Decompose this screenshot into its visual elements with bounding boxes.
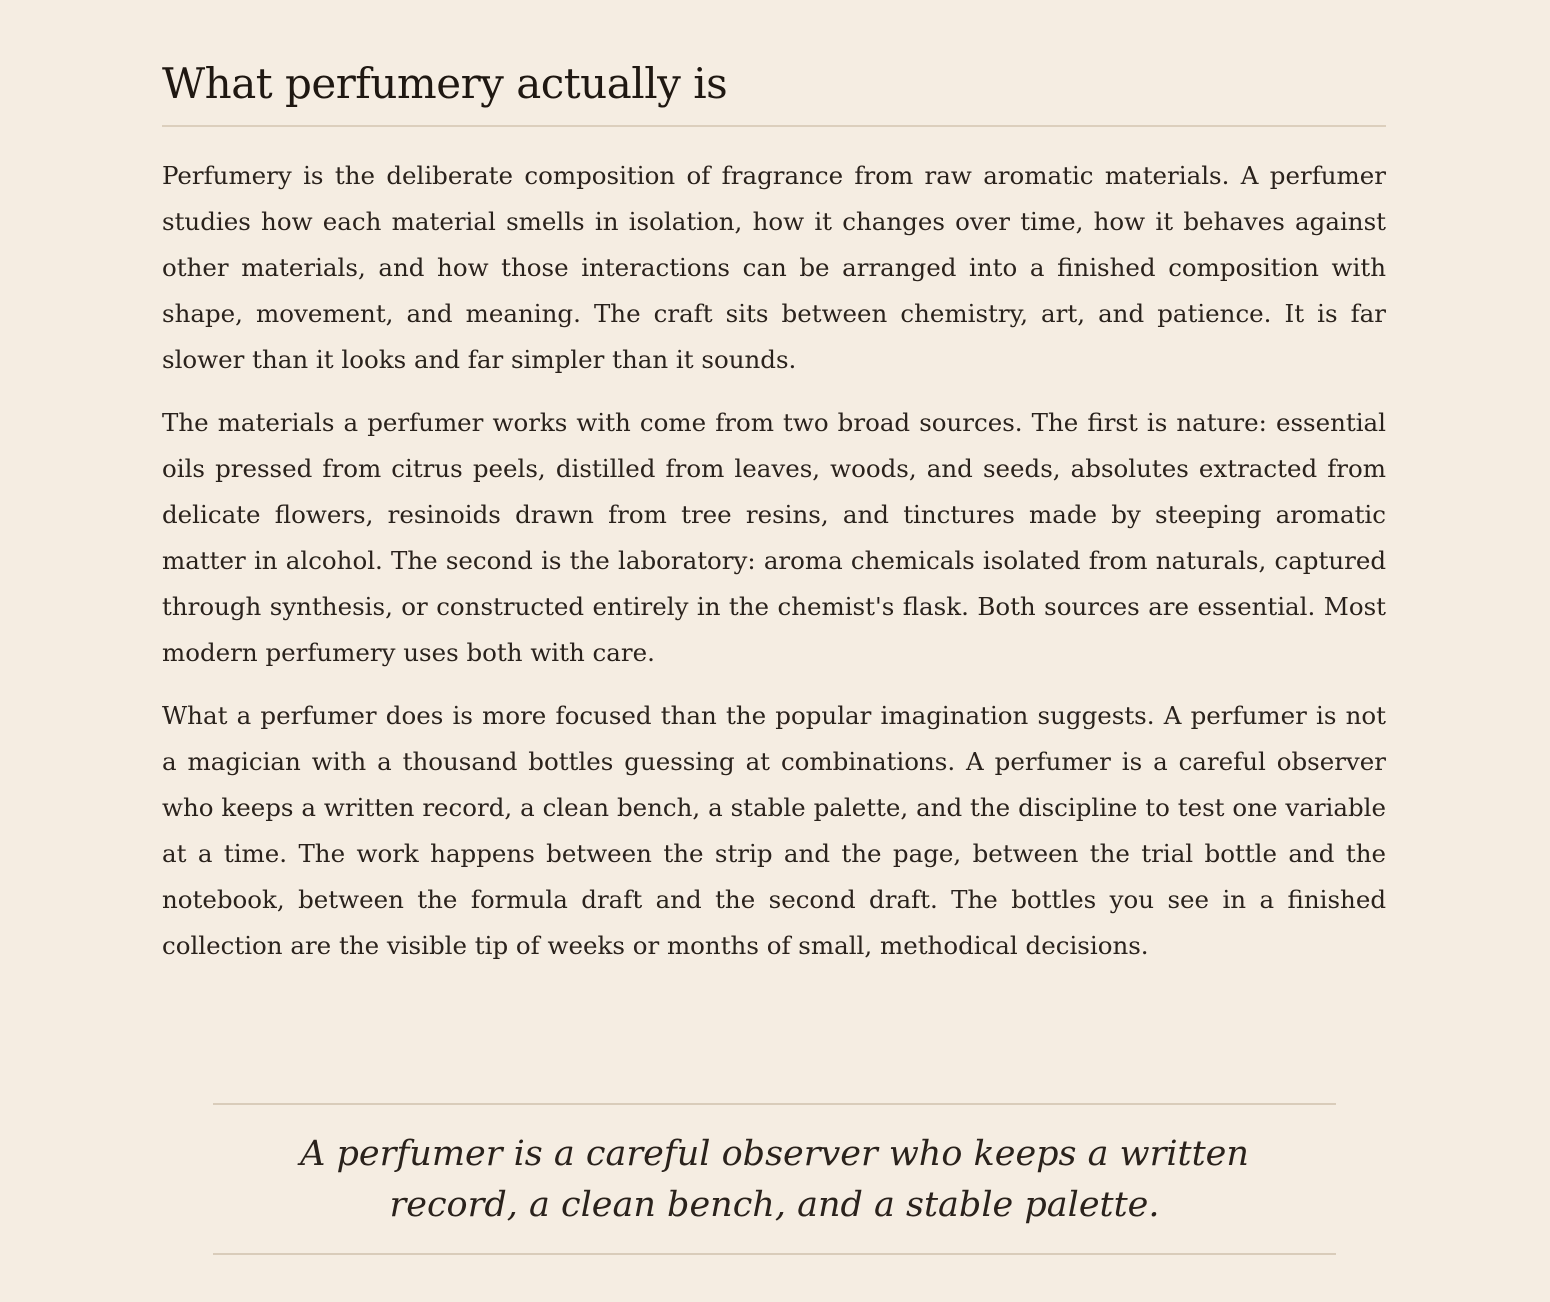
article [162,58,1386,986]
paragraph-3: What a perfumer does is more focused than the popular imagination suggests. A perfumer is not a magician with a thousand bottles guessing at combinations. A perfumer is a careful observer who keeps a written record, a clean bench, a stable palette, and the discipline to test one variable at a time. The work happens between the strip and the page, between the trial bottle and the notebook, between the formula draft and the second draft. The bottles you see in a finished collection are the visible tip of weeks or months of small, methodical decisions. [162,700,1386,960]
pull-quote [213,1103,1336,1255]
article-title: What perfumery actually is [162,58,1386,127]
article-body [162,153,1386,969]
paragraph-2: The materials a perfumer works with come from two broad sources. The first is nature: essential oils pressed from citrus peels, distilled from leaves, woods, and seeds, absolutes extracted from delicate flowers, resinoids drawn from tree resins, and tinctures made by steeping aromatic matter in alcohol. The second is the laboratory: aroma chemicals isolated from naturals, captured through synthesis, or constructed entirely in the chemist's flask. Both sources are essential. Most modern perfumery uses both with care. [162,407,1386,667]
pull-quote-text: A perfumer is a careful observer who keeps a written record, a clean bench, and a stable palette. [300,1134,1249,1225]
paragraph-1: Perfumery is the deliberate composition of fragrance from raw aromatic materials. A perfumer studies how each material smells in isolation, how it changes over time, how it behaves against other materials, and how those interactions can be arranged into a finished composition with shape, movement, and meaning. The craft sits between chemistry, art, and patience. It is far slower than it looks and far simpler than it sounds. [162,160,1386,374]
